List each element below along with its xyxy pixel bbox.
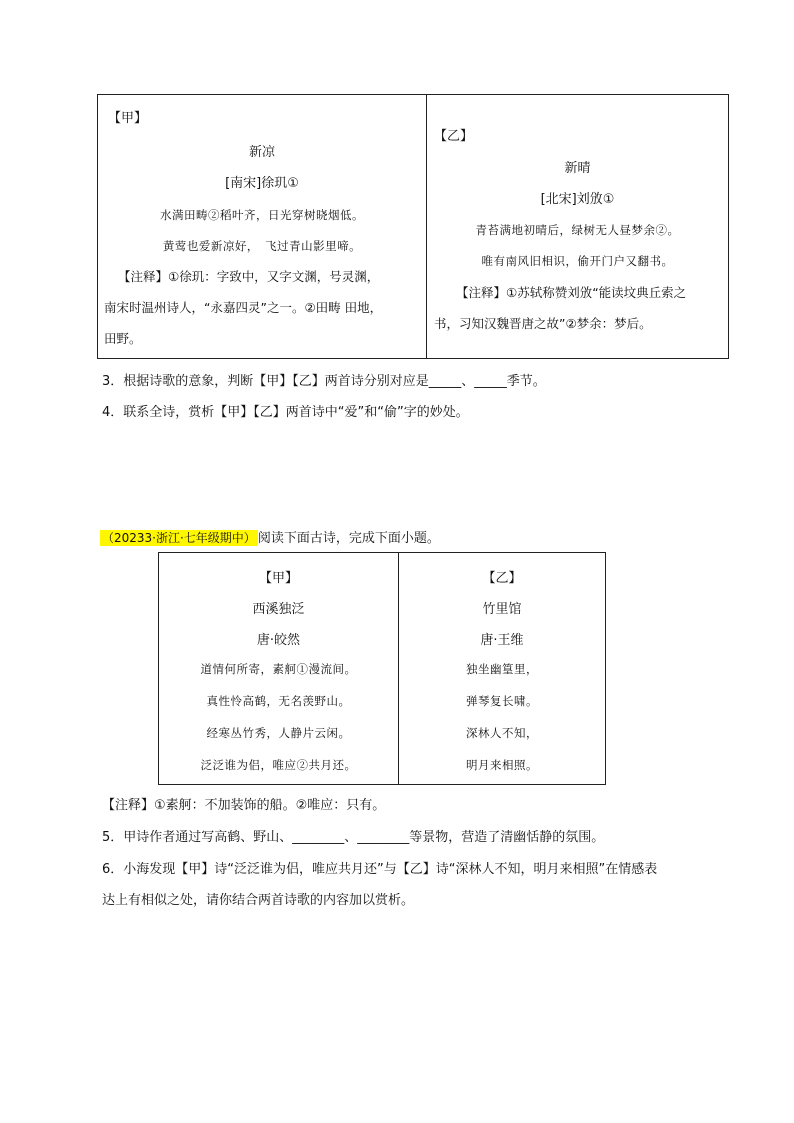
source-intro: 阅读下面古诗，完成下面小题。: [257, 531, 440, 546]
jia-note-line-3: 田野。: [104, 331, 142, 346]
yi-author: [北宋]刘攽①: [540, 192, 615, 207]
question-3: 3．根据诗歌的意象，判断【甲】【乙】两首诗分别对应是_____、_____季节。: [102, 374, 546, 389]
jia2-line-4: 泛泛谁为侣，唯应②共月还。: [200, 758, 357, 772]
question-6-line-2: 达上有相似之处，请你结合两首诗歌的内容加以赏析。: [102, 893, 415, 908]
jia-author: [南宋]徐玑①: [225, 176, 299, 191]
jia-line-1: 水满田畴②稻叶齐，日光穿树晓烟低。: [160, 208, 364, 222]
source-line: [100, 527, 440, 546]
yi2-line-3: 深林人不知，: [466, 726, 538, 740]
jia2-line-3: 经寒丛竹秀，人静片云闲。: [206, 726, 351, 740]
yi-note-line-1: 【注释】①苏轼称赞刘攽“能读坟典丘索之: [456, 285, 687, 300]
jia-note-line-2: 南宋时温州诗人，“永嘉四灵”之一。②田畴 田地，: [104, 300, 383, 315]
jia2-title: 西溪独泛: [252, 602, 305, 617]
poem-table-1: [97, 94, 729, 359]
yi-line-1: 青苔满地初晴后，绿树无人昼梦余②。: [475, 223, 680, 237]
jia-label: 【甲】: [108, 111, 148, 126]
jia2-line-2: 真性怜高鹤，无名羡野山。: [206, 694, 351, 708]
yi-note-line-2: 书，习知汉魏晋唐之故”②梦余：梦后。: [434, 316, 652, 331]
jia2-line-1: 道情何所寄，素舸①漫流间。: [200, 662, 357, 676]
yi2-line-1: 独坐幽篁里，: [466, 662, 538, 676]
question-6-line-1: 6．小海发现【甲】诗“泛泛谁为侣，唯应共月还”与【乙】诗“深林人不知，明月来相照”在情感表: [102, 862, 658, 877]
question-5: 5．甲诗作者通过写高鹤、野山、________、________等景物，营造了清幽恬静的氛围。: [102, 830, 605, 845]
jia-title: 新凉: [248, 145, 275, 160]
jia-line-2: 黄莺也爱新凉好， 飞过青山影里啼。: [162, 239, 362, 253]
yi2-label: 【乙】: [482, 571, 522, 586]
yi2-author: 唐·王维: [480, 633, 524, 648]
jia-note-line-1: 【注释】①徐玑：字致中，又字文渊，号灵渊，: [118, 269, 380, 284]
note-2: 【注释】①素舸：不加装饰的船。②唯应：只有。: [102, 798, 386, 813]
yi-line-2: 唯有南风旧相识，偷开门户又翻书。: [481, 254, 674, 268]
yi-title: 新晴: [564, 161, 591, 176]
poem-table-2: [158, 552, 606, 785]
yi2-line-4: 明月来相照。: [466, 758, 538, 772]
question-4: 4．联系全诗，赏析【甲】【乙】两首诗中“爱”和“偷”字的妙处。: [102, 405, 469, 420]
jia2-author: 唐·皎然: [256, 633, 301, 648]
source-tag: （20233·浙江·七年级期中）: [102, 531, 256, 545]
yi2-title: 竹里馆: [482, 602, 522, 617]
yi2-line-2: 弹琴复长啸。: [466, 694, 538, 708]
jia2-label: 【甲】: [258, 571, 298, 586]
yi-label: 【乙】: [434, 129, 474, 144]
